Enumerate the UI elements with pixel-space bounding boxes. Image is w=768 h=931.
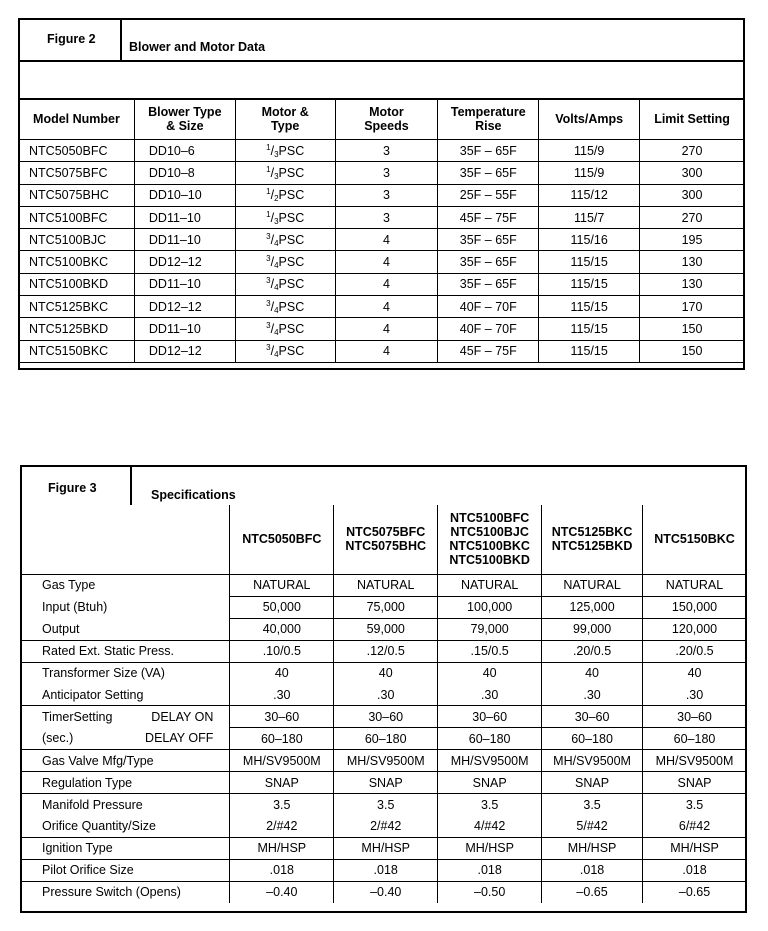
spec-value-cell: –0.40 <box>230 881 334 903</box>
spec-row <box>20 640 747 662</box>
spec-value-cell: MH/SV9500M <box>230 750 334 772</box>
spec-value-cell: 40 <box>438 662 542 684</box>
spec-label: (sec.) <box>42 731 74 746</box>
motor-cell: $^3/_4PSC$ <box>235 296 335 318</box>
spec-row <box>20 772 747 794</box>
spec-label: Ignition Type <box>42 841 113 856</box>
motor-hp-numerator: 3 <box>266 254 271 264</box>
spec-value-cell: .30 <box>643 684 747 706</box>
volts-amps-cell: 115/9 <box>539 162 640 184</box>
figure-3-block <box>20 465 747 913</box>
column-header-line: Motor <box>369 105 404 119</box>
speeds-cell: 4 <box>335 273 438 295</box>
model-name: NTC5075BHC <box>345 539 427 554</box>
motor-type: PSC <box>278 255 305 270</box>
volts-amps-cell: 115/15 <box>539 273 640 295</box>
spec-row <box>20 816 747 838</box>
spec-value-cell: .018 <box>643 859 747 881</box>
spec-value-cell: MH/HSP <box>230 837 334 859</box>
figure-2-block <box>18 18 745 370</box>
column-header-line: Motor & <box>261 105 309 119</box>
motor-type: PSC <box>278 232 305 247</box>
speeds-cell: 3 <box>335 206 438 228</box>
spec-label-cell <box>20 881 230 903</box>
spec-row <box>20 618 747 640</box>
column-header-line: & Size <box>166 119 204 133</box>
temperature-rise-cell: 45F – 75F <box>438 206 539 228</box>
motor-cell: $^3/_4PSC$ <box>235 229 335 251</box>
blower-cell: DD10–6 <box>134 140 235 162</box>
blower-cell: DD12–12 <box>134 296 235 318</box>
spec-value-cell: 40,000 <box>230 618 334 640</box>
spec-label: Anticipator Setting <box>42 687 144 702</box>
motor-hp-numerator: 3 <box>266 231 271 241</box>
spec-value-cell: .30 <box>334 684 438 706</box>
spec-value-cell: .018 <box>542 859 643 881</box>
limit-setting-cell: 300 <box>640 162 745 184</box>
motor-hp-numerator: 1 <box>266 209 271 219</box>
model-column-header <box>438 505 542 574</box>
spec-label: Gas Valve Mfg/Type <box>42 753 154 768</box>
motor-type: PSC <box>278 277 305 292</box>
motor-cell: $^1/_3PSC$ <box>235 162 335 184</box>
spec-value-cell: 60–180 <box>438 728 542 750</box>
blower-cell: DD11–10 <box>134 318 235 340</box>
spec-row <box>20 794 747 816</box>
spec-label-cell <box>20 684 230 706</box>
spec-label-cell <box>20 662 230 684</box>
spec-value-cell: 60–180 <box>542 728 643 750</box>
model-name: NTC5125BKD <box>551 539 633 554</box>
spec-value-cell: –0.65 <box>542 881 643 903</box>
temperature-rise-cell: 35F – 65F <box>438 140 539 162</box>
spec-value-cell: –0.40 <box>334 881 438 903</box>
volts-amps-cell: 115/15 <box>539 296 640 318</box>
spec-value-cell: 100,000 <box>438 596 542 618</box>
blower-cell: DD11–10 <box>134 206 235 228</box>
limit-setting-cell: 270 <box>640 140 745 162</box>
spec-value-cell: 3.5 <box>438 794 542 816</box>
spec-row <box>20 859 747 881</box>
model-column-header <box>643 505 747 574</box>
spec-label: Pressure Switch (Opens) <box>42 885 181 900</box>
temperature-rise-cell: 35F – 65F <box>438 273 539 295</box>
spec-value-cell: .20/0.5 <box>643 640 747 662</box>
spec-value-cell: 30–60 <box>334 706 438 728</box>
motor-hp-denominator: 3 <box>274 149 279 159</box>
spec-value-cell: 30–60 <box>230 706 334 728</box>
spec-label: Input (Btuh) <box>42 600 108 615</box>
motor-cell: $^1/_2PSC$ <box>235 184 335 206</box>
model-name: NTC5100BKC <box>449 539 530 554</box>
spec-row <box>20 728 747 750</box>
spec-value-cell: 4/#42 <box>438 816 542 838</box>
spec-value-cell: 120,000 <box>643 618 747 640</box>
spec-value-cell: MH/HSP <box>438 837 542 859</box>
column-header <box>19 99 135 140</box>
limit-setting-cell: 300 <box>640 184 745 206</box>
spec-label-cell <box>20 596 230 618</box>
spec-value-cell: NATURAL <box>542 574 643 596</box>
spec-value-cell: 5/#42 <box>542 816 643 838</box>
motor-type: PSC <box>278 143 305 158</box>
spec-value-cell: NATURAL <box>643 574 747 596</box>
spec-value-cell: 60–180 <box>643 728 747 750</box>
column-header <box>438 99 539 140</box>
temperature-rise-cell: 40F – 70F <box>438 318 539 340</box>
table-row <box>19 296 745 318</box>
spec-label-cell <box>20 750 230 772</box>
spec-value-cell: 79,000 <box>438 618 542 640</box>
volts-amps-cell: 115/16 <box>539 229 640 251</box>
speeds-cell: 4 <box>335 251 438 273</box>
spec-value-cell: SNAP <box>230 772 334 794</box>
spec-value-cell: 6/#42 <box>643 816 747 838</box>
spec-value-cell: 30–60 <box>643 706 747 728</box>
table-row <box>19 206 745 228</box>
spec-value-cell: 59,000 <box>334 618 438 640</box>
limit-setting-cell: 130 <box>640 273 745 295</box>
spec-value-cell: .018 <box>230 859 334 881</box>
model-number-cell: NTC5100BJC <box>19 229 135 251</box>
column-header-line: Blower Type <box>148 105 222 119</box>
model-column-header <box>542 505 643 574</box>
spec-label: TimerSetting <box>42 709 113 724</box>
spec-value-cell: SNAP <box>542 772 643 794</box>
motor-type: PSC <box>278 188 305 203</box>
spec-label: Transformer Size (VA) <box>42 666 165 681</box>
table-row <box>19 251 745 273</box>
motor-hp-denominator: 3 <box>274 171 279 181</box>
temperature-rise-cell: 35F – 65F <box>438 229 539 251</box>
spec-row <box>20 596 747 618</box>
model-name: NTC5100BJC <box>450 525 529 540</box>
spec-value-cell: 125,000 <box>542 596 643 618</box>
volts-amps-cell: 115/9 <box>539 140 640 162</box>
spec-value-cell: MH/HSP <box>542 837 643 859</box>
spec-label: Rated Ext. Static Press. <box>42 644 174 659</box>
spec-value-cell: MH/SV9500M <box>643 750 747 772</box>
model-column-header <box>230 505 334 574</box>
volts-amps-cell: 115/12 <box>539 184 640 206</box>
column-header <box>539 99 640 140</box>
spec-label-cell <box>20 772 230 794</box>
caption-divider <box>130 467 132 505</box>
spec-row <box>20 662 747 684</box>
column-header-line: Temperature <box>450 105 526 119</box>
spec-row <box>20 881 747 903</box>
spec-row <box>20 706 747 728</box>
limit-setting-cell: 270 <box>640 206 745 228</box>
blower-cell: DD10–10 <box>134 184 235 206</box>
motor-hp-denominator: 4 <box>274 350 279 360</box>
temperature-rise-cell: 25F – 55F <box>438 184 539 206</box>
model-name: NTC5150BKC <box>654 532 735 547</box>
limit-setting-cell: 150 <box>640 318 745 340</box>
spec-value-cell: .30 <box>542 684 643 706</box>
spec-value-cell: MH/SV9500M <box>438 750 542 772</box>
caption-divider <box>120 20 122 60</box>
motor-cell: $^3/_4PSC$ <box>235 273 335 295</box>
limit-setting-cell: 150 <box>640 340 745 362</box>
figure-3-title: Specifications <box>151 488 236 502</box>
motor-hp-numerator: 3 <box>266 298 271 308</box>
model-name: NTC5100BFC <box>450 511 530 526</box>
column-header-line: Model Number <box>33 112 120 126</box>
spec-value-cell: 99,000 <box>542 618 643 640</box>
table-row <box>19 140 745 162</box>
motor-cell: $^1/_3PSC$ <box>235 140 335 162</box>
spec-value-cell: 30–60 <box>438 706 542 728</box>
spec-value-cell: –0.65 <box>643 881 747 903</box>
spec-value-cell: 2/#42 <box>230 816 334 838</box>
model-name: NTC5125BKC <box>551 525 633 540</box>
spec-label: Orifice Quantity/Size <box>42 819 156 834</box>
spec-value-cell: MH/HSP <box>643 837 747 859</box>
motor-hp-denominator: 4 <box>274 283 279 293</box>
limit-setting-cell: 195 <box>640 229 745 251</box>
spec-row <box>20 574 747 596</box>
spec-value-cell: 3.5 <box>230 794 334 816</box>
motor-hp-numerator: 1 <box>266 164 271 174</box>
speeds-cell: 4 <box>335 296 438 318</box>
spec-row <box>20 837 747 859</box>
spec-row <box>20 684 747 706</box>
column-header <box>235 99 335 140</box>
motor-type: PSC <box>278 165 305 180</box>
spec-value-cell: MH/HSP <box>334 837 438 859</box>
model-number-cell: NTC5125BKD <box>19 318 135 340</box>
model-number-cell: NTC5100BKC <box>19 251 135 273</box>
speeds-cell: 3 <box>335 140 438 162</box>
spec-value-cell: .018 <box>438 859 542 881</box>
spec-value-cell: MH/SV9500M <box>542 750 643 772</box>
spec-value-cell: 60–180 <box>230 728 334 750</box>
spec-value-cell: 75,000 <box>334 596 438 618</box>
spec-value-cell: .20/0.5 <box>542 640 643 662</box>
blower-cell: DD12–12 <box>134 251 235 273</box>
model-number-cell: NTC5075BHC <box>19 184 135 206</box>
spec-value-cell: .12/0.5 <box>334 640 438 662</box>
motor-hp-denominator: 4 <box>274 328 279 338</box>
temperature-rise-cell: 40F – 70F <box>438 296 539 318</box>
spec-value-cell: NATURAL <box>334 574 438 596</box>
motor-hp-numerator: 1 <box>266 187 271 197</box>
spec-sublabel: DELAY ON <box>151 709 214 724</box>
spec-value-cell: 60–180 <box>334 728 438 750</box>
temperature-rise-cell: 35F – 65F <box>438 251 539 273</box>
motor-hp-numerator: 3 <box>266 321 271 331</box>
blower-cell: DD11–10 <box>134 229 235 251</box>
spec-value-cell: NATURAL <box>230 574 334 596</box>
speeds-cell: 4 <box>335 340 438 362</box>
model-number-cell: NTC5150BKC <box>19 340 135 362</box>
column-header <box>134 99 235 140</box>
spec-value-cell: SNAP <box>438 772 542 794</box>
motor-hp-denominator: 4 <box>274 261 279 271</box>
speeds-cell: 3 <box>335 184 438 206</box>
table-row <box>19 229 745 251</box>
column-header-line: Limit Setting <box>654 112 730 126</box>
model-number-cell: NTC5100BFC <box>19 206 135 228</box>
model-number-cell: NTC5075BFC <box>19 162 135 184</box>
motor-hp-numerator: 3 <box>266 276 271 286</box>
model-column-header <box>334 505 438 574</box>
spec-value-cell: –0.50 <box>438 881 542 903</box>
spec-label-cell <box>20 837 230 859</box>
spec-label-cell <box>20 794 230 816</box>
motor-cell: $^3/_4PSC$ <box>235 318 335 340</box>
spec-value-cell: .30 <box>230 684 334 706</box>
model-name: NTC5050BFC <box>242 532 322 547</box>
figure-3-label: Figure 3 <box>48 481 97 495</box>
spec-label-cell <box>20 574 230 596</box>
motor-type: PSC <box>278 322 305 337</box>
motor-cell: $^3/_4PSC$ <box>235 340 335 362</box>
spec-label: Pilot Orifice Size <box>42 863 134 878</box>
spec-value-cell: SNAP <box>334 772 438 794</box>
blower-cell: DD11–10 <box>134 273 235 295</box>
motor-cell: $^1/_3PSC$ <box>235 206 335 228</box>
spec-sublabel: DELAY OFF <box>145 731 214 746</box>
spec-value-cell: 50,000 <box>230 596 334 618</box>
blower-cell: DD10–8 <box>134 162 235 184</box>
model-number-cell: NTC5125BKC <box>19 296 135 318</box>
column-header-line: Type <box>271 119 300 133</box>
limit-setting-cell: 130 <box>640 251 745 273</box>
model-number-cell: NTC5100BKD <box>19 273 135 295</box>
motor-cell: $^3/_4PSC$ <box>235 251 335 273</box>
spec-value-cell: 2/#42 <box>334 816 438 838</box>
spec-value-cell: 150,000 <box>643 596 747 618</box>
spec-label-cell <box>20 859 230 881</box>
motor-hp-denominator: 3 <box>274 216 279 226</box>
motor-hp-numerator: 3 <box>266 343 271 353</box>
spec-value-cell: .30 <box>438 684 542 706</box>
table-row <box>19 318 745 340</box>
spec-value-cell: 3.5 <box>643 794 747 816</box>
spec-label: Manifold Pressure <box>42 797 143 812</box>
spec-value-cell: 40 <box>542 662 643 684</box>
spec-value-cell: 3.5 <box>542 794 643 816</box>
motor-hp-denominator: 4 <box>274 238 279 248</box>
spec-value-cell: 40 <box>643 662 747 684</box>
spec-label: Output <box>42 621 80 636</box>
spec-label: Regulation Type <box>42 775 133 790</box>
model-number-cell: NTC5050BFC <box>19 140 135 162</box>
volts-amps-cell: 115/15 <box>539 340 640 362</box>
speeds-cell: 4 <box>335 229 438 251</box>
spec-row <box>20 750 747 772</box>
limit-setting-cell: 170 <box>640 296 745 318</box>
column-header-line: Rise <box>475 119 502 133</box>
spec-label-cell <box>20 618 230 640</box>
volts-amps-cell: 115/7 <box>539 206 640 228</box>
column-header <box>335 99 438 140</box>
table-row <box>19 340 745 362</box>
spec-label-cell <box>20 728 230 750</box>
motor-type: PSC <box>278 299 305 314</box>
figure-2-label: Figure 2 <box>47 32 96 46</box>
model-name: NTC5075BFC <box>346 525 426 540</box>
blower-cell: DD12–12 <box>134 340 235 362</box>
blower-motor-table <box>18 98 745 363</box>
figure-2-title: Blower and Motor Data <box>129 40 266 54</box>
spec-value-cell: NATURAL <box>438 574 542 596</box>
spec-label: Gas Type <box>42 578 96 593</box>
spec-value-cell: 40 <box>230 662 334 684</box>
spec-label-cell <box>20 706 230 728</box>
spec-value-cell: MH/SV9500M <box>334 750 438 772</box>
motor-type: PSC <box>278 344 305 359</box>
column-header-line: Volts/Amps <box>555 112 624 126</box>
spec-value-cell: .018 <box>334 859 438 881</box>
speeds-cell: 3 <box>335 162 438 184</box>
motor-type: PSC <box>278 210 305 225</box>
volts-amps-cell: 115/15 <box>539 318 640 340</box>
spec-value-cell: 3.5 <box>334 794 438 816</box>
motor-hp-denominator: 2 <box>274 194 279 204</box>
spec-label-cell <box>20 816 230 838</box>
spec-label-cell <box>20 640 230 662</box>
motor-hp-numerator: 1 <box>266 142 271 152</box>
spec-value-cell: SNAP <box>643 772 747 794</box>
temperature-rise-cell: 35F – 65F <box>438 162 539 184</box>
spec-value-cell: 40 <box>334 662 438 684</box>
speeds-cell: 4 <box>335 318 438 340</box>
table-row <box>19 184 745 206</box>
caption-rule <box>20 60 743 62</box>
spec-value-cell: 30–60 <box>542 706 643 728</box>
spec-value-cell: .10/0.5 <box>230 640 334 662</box>
spec-value-cell: .15/0.5 <box>438 640 542 662</box>
column-header-line: Speeds <box>364 119 409 133</box>
volts-amps-cell: 115/15 <box>539 251 640 273</box>
temperature-rise-cell: 45F – 75F <box>438 340 539 362</box>
model-name: NTC5100BKD <box>449 553 530 568</box>
motor-hp-denominator: 4 <box>274 305 279 315</box>
table-row <box>19 273 745 295</box>
specifications-table <box>20 505 747 903</box>
table-row <box>19 162 745 184</box>
blank-header-cell <box>20 505 230 574</box>
column-header <box>640 99 745 140</box>
